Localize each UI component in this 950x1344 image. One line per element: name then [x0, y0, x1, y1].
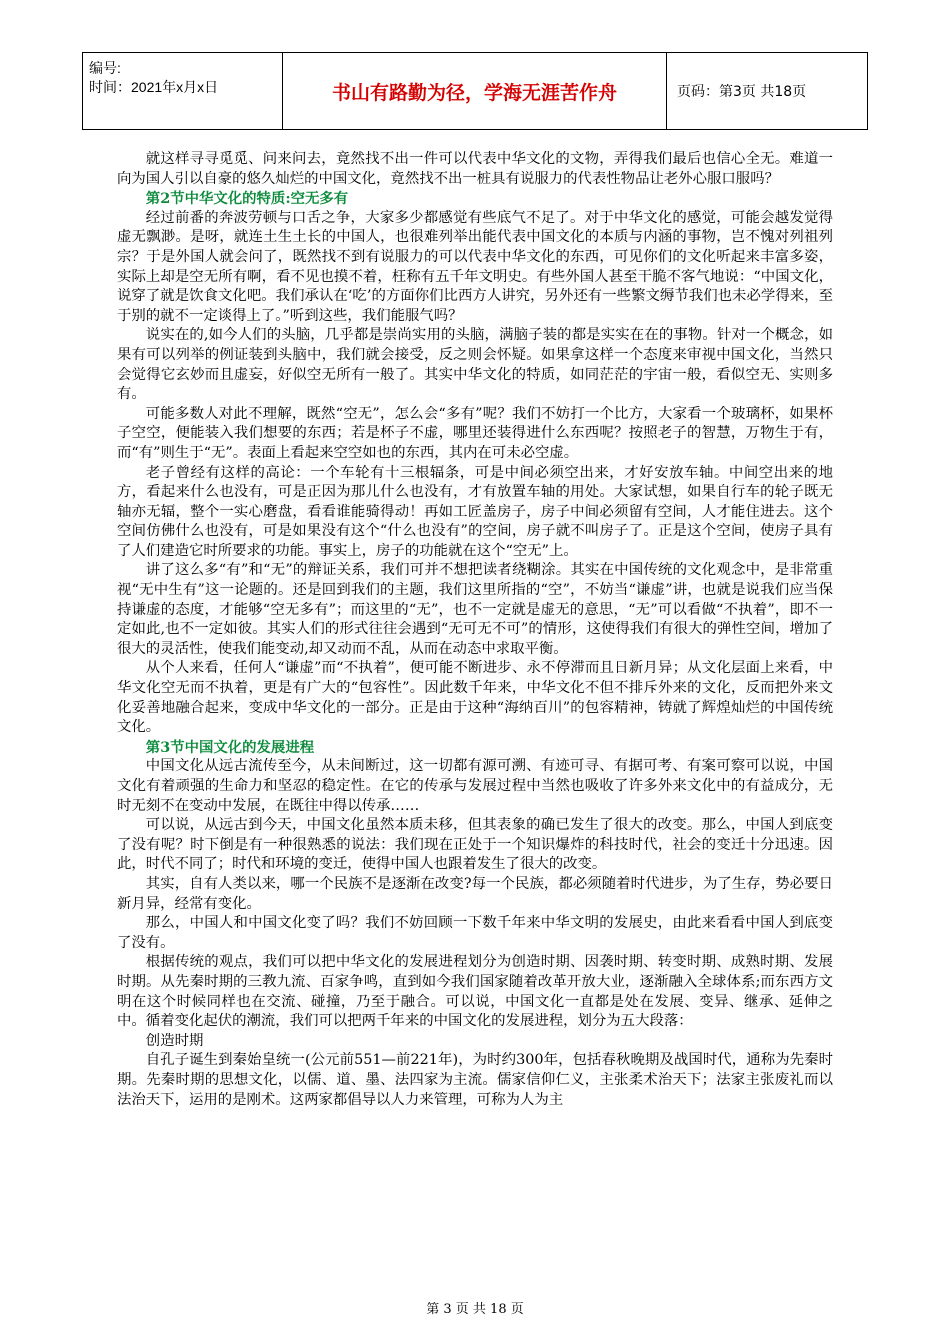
header-meta	[83, 53, 283, 129]
subheading-creation-period: 创造时期	[145, 1032, 204, 1049]
paragraph: 老子曾经有这样的高论：一个车轮有十三根辐条，可是中间必须空出来，才好安放车轴。中间空出来的地方，看起来什么也没有，可是正因为那儿什么也没有，才有放置车轴的用处。大家试想，如果自行车的轮子既无轴亦无辐，整个一实心磨盘，看看谁能骑得动！再如工匠盖房子，房子中间必须留有空间，人才能住进去。这个空间仿佛什么也没有，可是如果没有这个“什么也没有”的空间，房子就不叫房子了。正是这个空间，使房子具有了人们建造它时所要求的功能。事实上，房子的功能就在这个“空无”上。	[117, 464, 833, 559]
page-footer: 第 3 页 共 18 页	[426, 1302, 524, 1317]
paragraph: 根据传统的观点，我们可以把中华文化的发展进程划分为创造时期、因袭时期、转变时期、成熟时期、发展时期。从先秦时期的三教九流、百家争鸣，直到如今我们国家随着改革开放大业，逐渐融入全球体系;而东西方文明在这个时候同样也在交流、碰撞，乃至于融合。可以说，中国文化一直都是处在发展、变异、继承、延伸之中。循着变化起伏的潮流，我们可以把两千年来的中国文化的发展进程，划分为五大段落：	[117, 954, 833, 1030]
document-body	[117, 150, 833, 1110]
section-heading: 第3节中国文化的发展进程	[145, 738, 315, 756]
time-label: 时间：2021年x月x日	[89, 79, 219, 95]
section-heading: 第2节中华文化的特质:空无多有	[145, 190, 349, 208]
paragraph: 从个人来看，任何人“谦虚”而“不执着”，便可能不断进步、永不停滞而且日新月异；从文化层面上来看，中华文化空无而不执着，更是有广大的“包容性”。因此数千年来，中华文化不但不排斥外来的文化，反而把外来文化妥善地融合起来，变成中华文化的一部分。正是由于这种“海纳百川”的包容精神，铸就了辉煌灿烂的中国传统文化。	[117, 660, 833, 736]
number-label: 编号:	[89, 60, 121, 76]
paragraph: 其实，自有人类以来，哪一个民族不是逐渐在改变?每一个民族，都必须随着时代进步，为了生存，势必要日新月异，经常有变化。	[117, 875, 833, 912]
paragraph: 中国文化从远古流传至今，从未间断过，这一切都有源可溯、有迹可寻、有据可考、有案可察可以说，中国文化有着顽强的生命力和坚忍的稳定性。在它的传承与发展过程中当然也吸收了许多外来文化中的有益成分，无时无刻不在变动中发展，在既往中得以传承……	[117, 758, 833, 814]
header-motto: 书山有路勤为径，学海无涯苦作舟	[283, 53, 667, 129]
paragraph: 自孔子诞生到秦始皇统一(公元前551—前221年)，为时约300年，包括春秋晚期及战国时代，通称为先秦时期。先秦时期的思想文化，以儒、道、墨、法四家为主流。儒家信仰仁义，主张柔术治天下；法家主张废礼而以法治天下，运用的是刚术。这两家都倡导以人力来管理，可称为人为主	[117, 1052, 833, 1108]
paragraph: 可能多数人对此不理解，既然“空无”，怎么会“多有”呢？我们不妨打一个比方，大家看一个玻璃杯，如果杯子空空，便能装入我们想要的东西；若是杯子不虚，哪里还装得进什么东西呢？按照老子的智慧，万物生于有，而“有”则生于“无”。表面上看起来空空如也的东西，其内在可未必空虚。	[117, 405, 833, 461]
paragraph: 讲了这么多“有”和“无”的辩证关系，我们可并不想把读者绕糊涂。其实在中国传统的文化观念中，是非常重视“无中生有”这一论题的。还是回到我们的主题，我们这里所指的“空”，不妨当“谦虚”讲，也就是说我们应当保持谦虚的态度，才能够“空无多有”；而这里的“无”，也不一定就是虚无的意思，“无”可以看做“不执着”，即不一定如此,也不一定如彼。其实人们的形式往往会遇到“无可无不可”的情形，这使得我们有很大的弹性空间，增加了很大的灵活性，使我们能变动,却又动而不乱，从而在动态中求取平衡。	[117, 562, 833, 657]
page-header	[82, 52, 868, 130]
paragraph: 说实在的,如今人们的头脑，几乎都是崇尚实用的头脑，满脑子装的都是实实在在的事物。针对一个概念，如果有可以列举的例证装到头脑中，我们就会接受，反之则会怀疑。如果拿这样一个态度来审视中国文化，当然只会觉得它玄妙而且虚妄，好似空无所有一般了。其实中华文化的特质，如同茫茫的宇宙一般，看似空无、实则多有。	[117, 327, 833, 403]
paragraph: 那么，中国人和中国文化变了吗？我们不妨回顾一下数千年来中华文明的发展史，由此来看看中国人到底变了没有。	[117, 915, 833, 951]
paragraph: 可以说，从远古到今天，中国文化虽然本质未移，但其表象的确已发生了很大的改变。那么，中国人到底变了没有呢？时下倒是有一种很熟悉的说法：我们现在正处于一个知识爆炸的科技时代，社会的变迁十分迅速。因此，时代不同了；时代和环境的变迁，使得中国人也跟着发生了很大的改变。	[117, 817, 833, 873]
paragraph: 就这样寻寻觅觅、问来问去，竟然找不出一件可以代表中华文化的文物，弄得我们最后也信心全无。难道一向为国人引以自豪的悠久灿烂的中国文化，竟然找不出一桩具有说服力的代表性物品让老外心服口服吗？	[117, 151, 833, 187]
paragraph: 经过前番的奔波劳顿与口舌之争，大家多少都感觉有些底气不足了。对于中华文化的感觉，可能会越发觉得虚无飘渺。是呀，就连土生土长的中国人，也很难列举出能代表中国文化的本质与内涵的事物，岂不愧对列祖列宗？于是外国人就会问了，既然找不到有说服力的可以代表中华文化的东西，可见你们的文化听起来丰富多姿，实际上却是空无所有啊，看不见也摸不着，枉称有五千年文明史。有些外国人甚至干脆不客气地说：“中国文化，说穿了就是饮食文化吧。我们承认在‘吃’的方面你们比西方人讲究，另外还有一些繁文缛节我们也未必学得来，至于别的就不一定谈得上了。”听到这些，我们能服气吗？	[117, 209, 833, 324]
header-page-label: 页码：第3页 共18页	[677, 84, 807, 100]
